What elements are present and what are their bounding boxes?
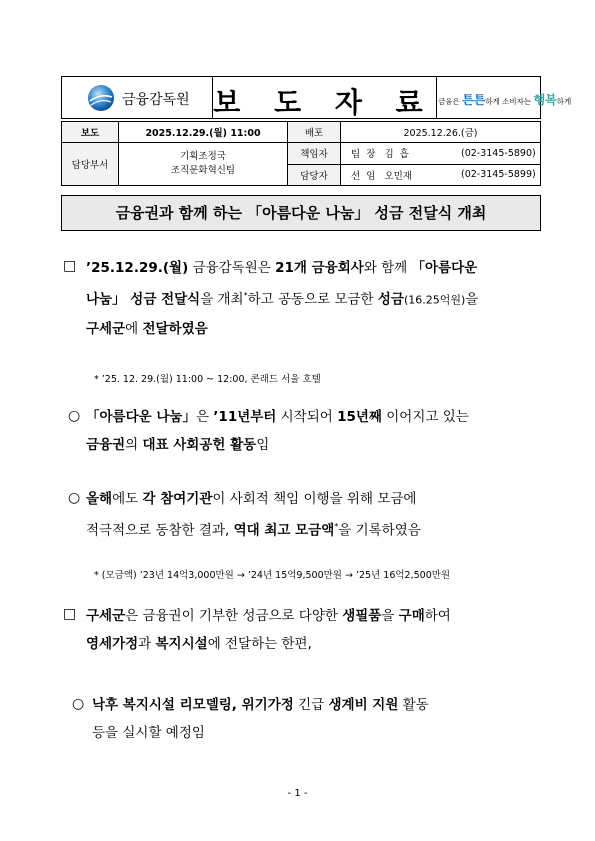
responsible-name: 팀 장 김 흡 [341,143,462,165]
responsible-phone: (02-3145-5890) [461,143,541,165]
fss-globe-icon [86,83,116,113]
contact-name: 선 임 오민재 [341,164,462,186]
paragraph-line: 구세군에 전달하였음 [86,320,208,337]
slogan-part: 하게 소비자는 [485,97,534,106]
paragraph-line: 구세군은 금융권이 기부한 성금으로 다양한 생필품을 구매하여 [86,608,451,624]
press-header [61,76,572,119]
paragraph-line: 등을 실시할 예정임 [92,725,205,741]
paragraph-4 [86,602,451,658]
responsible-label: 책임자 [288,143,341,165]
square-bullet: □ [63,258,77,274]
paragraph-2 [86,403,469,459]
press-label: 보도 [62,122,119,143]
slogan-part: 하게 [556,97,572,106]
distribution-label: 배포 [288,122,341,143]
paragraph-5 [92,691,429,747]
logo-cell [62,77,213,118]
press-date: 2025.12.29.(월) 11:00 [119,122,288,143]
contact-label: 담당자 [288,164,341,186]
info-table [61,121,541,186]
contact-phone: (02-3145-5899) [461,164,541,186]
department-line: 기획조정국 [180,151,226,162]
page-number: - 1 - [287,788,308,799]
paragraph-line: 적극적으로 동참한 결과, 역대 최고 모금액*을 기록하였음 [86,522,421,539]
slogan-word-happy: 행복 [533,93,557,107]
footnote-amounts: * (모금액) ’23년 14억3,000만원 → ’24년 15억9,500만원 → ’25년 16억2,500만원 [94,570,451,581]
circle-bullet: ○ [68,408,81,424]
circle-bullet: ○ [72,696,85,712]
paragraph-line: 금융권의 대표 사회공헌 활동임 [86,437,270,453]
paragraph-1 [86,254,478,343]
slogan-word-strong: 튼튼 [462,93,486,107]
paragraph-line: 올해에도 각 참여기관이 사회적 책임 이행을 위해 모금에 [86,491,417,507]
title-cell [212,77,437,118]
department [119,143,288,186]
department-line: 조직문화혁신팀 [170,165,236,176]
square-bullet: □ [63,606,77,622]
slogan [438,91,571,108]
paragraph-line: 낙후 복지시설 리모델링, 위기가정 긴급 생계비 지원 활동 [92,697,429,713]
press-release-title: 보 도 자 료 [213,86,435,119]
paragraph-line: 「아름다운 나눔」은 ’11년부터 시작되어 15년째 이어지고 있는 [86,409,469,425]
paragraph-3 [86,485,421,545]
headline: 금융권과 함께 하는 「아름다운 나눔」 성금 전달식 개최 [61,195,541,231]
org-name: 금융감독원 [122,92,190,108]
paragraph-line: 영세가정과 복지시설에 전달하는 한편, [86,636,312,652]
paragraph-line: ’25.12.29.(월) 금융감독원은 21개 금융회사와 함께 「아름다운 [86,260,478,276]
department-label: 담당부서 [62,143,119,186]
slogan-part: 금융은 [438,97,463,106]
paragraph-line: 나눔」 성금 전달식을 개최*하고 공동으로 모금한 성금(16.25억원)을 [86,291,479,308]
distribution-date: 2025.12.26.(금) [341,122,541,143]
slogan-cell [436,77,572,118]
circle-bullet: ○ [68,490,81,506]
footnote-event: * ’25. 12. 29.(월) 11:00 ~ 12:00, 콘래드 서울 호텔 [94,374,321,385]
